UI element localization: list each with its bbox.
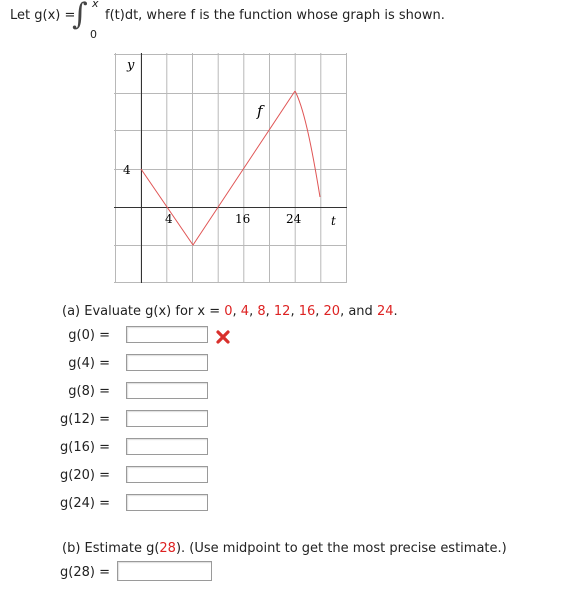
answer-row-g4 (0, 354, 110, 374)
g24-input[interactable] (126, 494, 208, 511)
g8-input[interactable] (126, 382, 208, 399)
answer-row-g12 (0, 410, 110, 430)
answer-row-g28 (0, 563, 110, 583)
problem-statement (10, 0, 570, 40)
g0-input[interactable] (126, 326, 208, 343)
answer-row-g24 (0, 494, 110, 514)
x-axis-label: t (331, 214, 336, 228)
answer-row-g20 (0, 466, 110, 486)
g16-input[interactable] (126, 438, 208, 455)
g20-input[interactable] (126, 466, 208, 483)
x-tick-label: 16 (235, 212, 251, 226)
part-b-question-post: ). (Use midpoint to get the most precise estimate.) (175, 541, 507, 556)
integral-upper-limit: x (92, 0, 99, 10)
curve-label: f (257, 102, 263, 120)
part-a-question: (a) Evaluate g(x) for x = 0, 4, 8, 12, 16, 20, and 24. (62, 304, 398, 319)
graph-grid (114, 53, 347, 283)
integral-lower-limit: 0 (90, 28, 97, 41)
answer-label: g(12) = (60, 412, 110, 427)
estimate-value: 28 (159, 541, 176, 556)
y-tick-label: 4 (123, 163, 131, 177)
g28-input[interactable] (117, 561, 212, 581)
answer-label: g(8) = (68, 384, 110, 399)
x-value: 8 (257, 304, 266, 319)
y-axis-label: y (127, 58, 135, 73)
answer-row-g16 (0, 438, 110, 458)
answer-row-g8 (0, 382, 110, 402)
function-curve-drop (295, 91, 320, 197)
x-value: 20 (323, 304, 341, 319)
incorrect-x-icon (215, 329, 231, 345)
answer-label: g(4) = (68, 356, 110, 371)
x-value: 0 (224, 304, 233, 319)
x-value: 24 (376, 304, 394, 319)
answer-label: g(0) = (68, 328, 110, 343)
x-tick-label: 4 (165, 212, 173, 226)
part-b-question-pre: (b) Estimate g( (62, 541, 160, 556)
x-value: 16 (298, 304, 316, 319)
function-graph (114, 53, 348, 284)
prompt-lead: Let g(x) = (10, 8, 76, 23)
conjunction: and (348, 304, 373, 319)
graph-axes (114, 53, 347, 283)
integral-sign: ∫ (72, 0, 88, 32)
x-value: 12 (273, 304, 291, 319)
x-tick-label: 24 (286, 212, 302, 226)
prompt-tail: f(t)dt, where f is the function whose graph is shown. (105, 8, 445, 23)
answer-label: g(16) = (60, 440, 110, 455)
g12-input[interactable] (126, 410, 208, 427)
answer-row-g0 (0, 326, 110, 346)
part-a-question-pre: (a) Evaluate g(x) for x = (62, 304, 225, 319)
answer-label: g(20) = (60, 468, 110, 483)
x-value: 4 (240, 304, 250, 319)
answer-label: g(24) = (60, 496, 110, 511)
g4-input[interactable] (126, 354, 208, 371)
answer-label: g(28) = (60, 565, 110, 580)
part-b-question (62, 541, 507, 556)
